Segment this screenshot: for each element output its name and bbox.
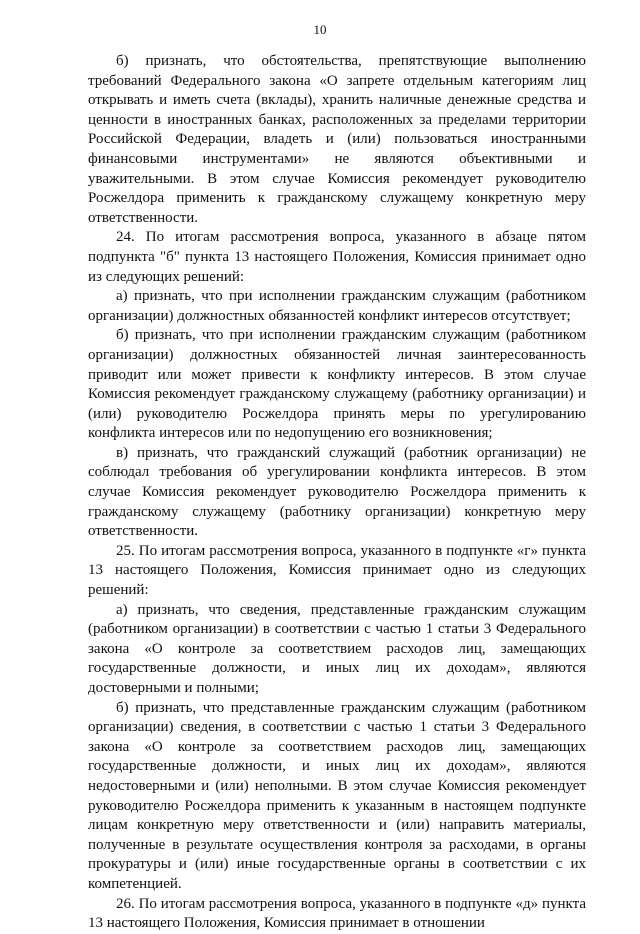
document-body <box>88 52 586 934</box>
paragraph-25-intro: 25. По итогам рассмотрения вопроса, указанного в подпункте «г» пункта 13 настоящего Положения, Комиссия принимает одно из следующих решений: <box>88 542 586 599</box>
paragraph-24b: б) признать, что при исполнении гражданским служащим (работником организации) должностных обязанностей личная заинтересованность приводит или может привести к конфликту интересов. В этом случае Комиссия рекомендует гражданскому служащему (работнику организации) и (или) руководителю Росжелдора принять меры по урегулированию конфликта интересов или по недопущению его возникновения; <box>88 327 586 442</box>
paragraph-25b: б) признать, что представленные гражданским служащим (работником организации) сведения, в соответствии с частью 1 статьи 3 Федерального закона «О контроле за соответствием расходов лиц, замещающих государственные должности, и иных лиц их доходам», являются недостоверными и (или) неполными. В этом случае Комиссия рекомендует руководителю Росжелдора применить к указанным в настоящем подпункте лицам конкретную меру ответственности и (или) направить материалы, полученные в результате осуществления контроля за расходами, в органы прокуратуры и (или) иные государственные органы в соответствии с их компетенцией. <box>88 699 586 892</box>
paragraph-25a: а) признать, что сведения, представленные гражданским служащим (работником организации) в соответствии с частью 1 статьи 3 Федерального закона «О контроле за соответствием расходов лиц, замещающих государственные должности, и иных лиц их доходам», являются достоверными и полными; <box>88 601 586 696</box>
page-number: 10 <box>313 22 327 37</box>
paragraph-24v: в) признать, что гражданский служащий (работник организации) не соблюдал требования об урегулировании конфликта интересов. В этом случае Комиссия рекомендует руководителю Росжелдора применить к гражданскому служащему (работнику организации) конкретную меру ответственности. <box>88 444 586 540</box>
paragraph-24a: а) признать, что при исполнении гражданским служащим (работником организации) должностных обязанностей конфликт интересов отсутствует; <box>88 288 586 324</box>
paragraph-26-intro: 26. По итогам рассмотрения вопроса, указанного в подпункте «д» пункта 13 настоящего Положения, Комиссия принимает в отношении <box>88 895 586 932</box>
paragraph-1b-exemption: б) признать, что обстоятельства, препятствующие выполнению требований Федерального закона «О запрете отдельным категориям лиц открывать и иметь счета (вклады), хранить наличные денежные средства и ценности в иностранных банках, расположенных за пределами территории Российской Федерации, владеть и (или) пользоваться иностранными финансовыми инструментами» не являются объективными и уважительными. В этом случае Комиссия рекомендует руководителю Росжелдора применить к гражданскому служащему конкретную меру ответственности. <box>88 53 586 226</box>
paragraph-24-intro: 24. По итогам рассмотрения вопроса, указанного в абзаце пятом подпункта "б" пункта 13 настоящего Положения, Комиссия принимает одно из следующих решений: <box>88 229 586 285</box>
